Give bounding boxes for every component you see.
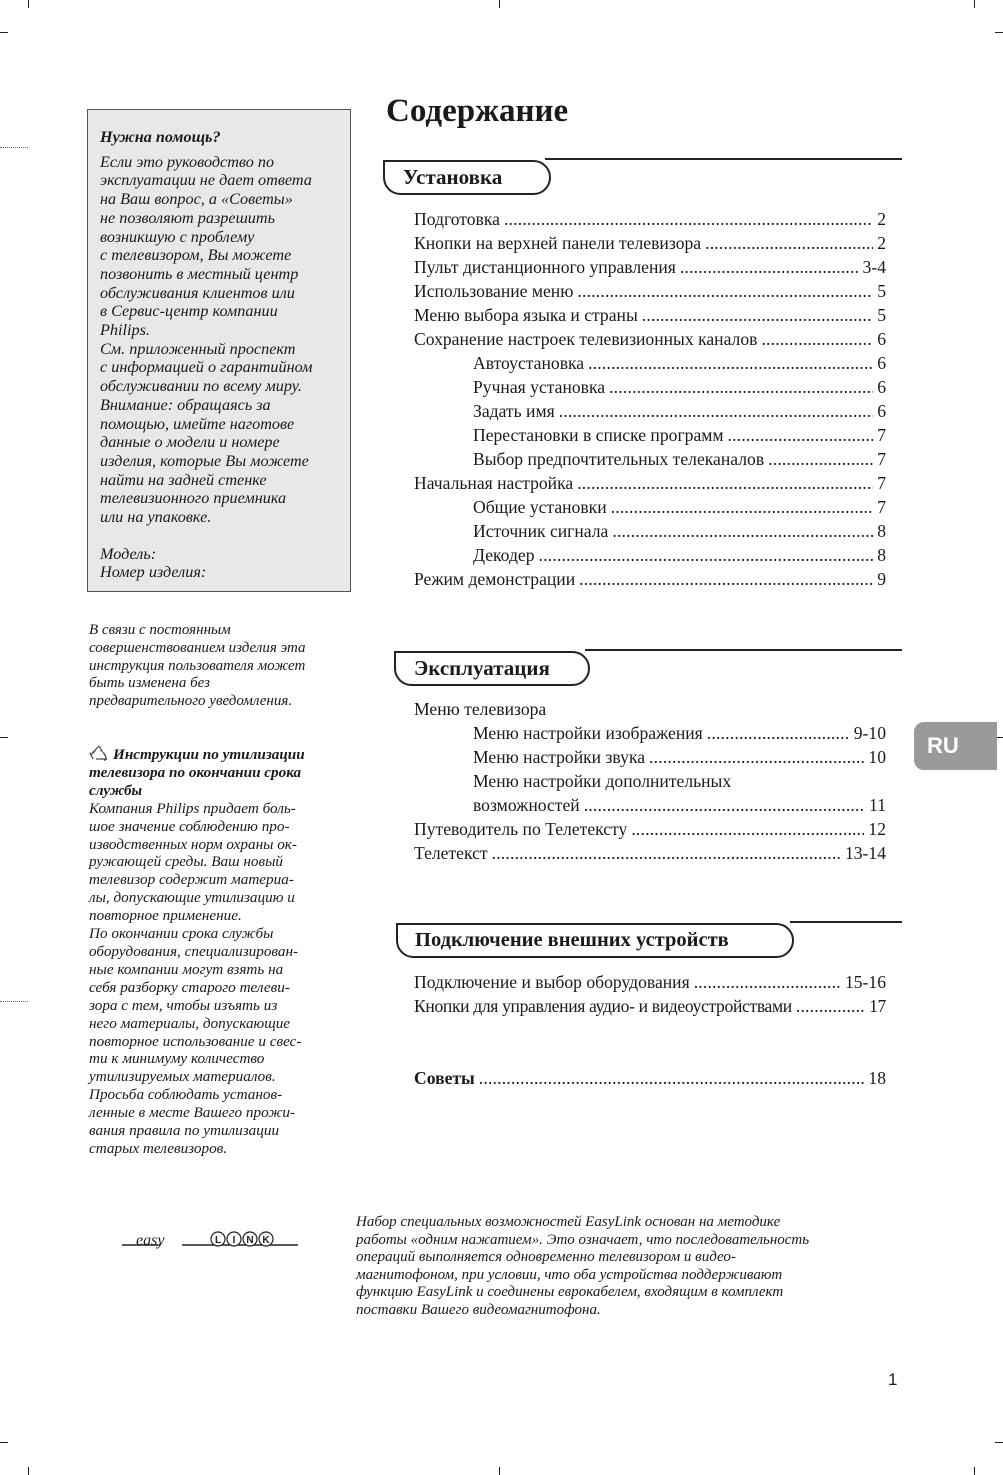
easylink-description (356, 1214, 896, 1319)
section-heading-connect: Подключение внешних устройств (396, 923, 794, 958)
section-rule (545, 158, 902, 160)
section-heading-install: Установка (383, 160, 551, 195)
crop-mark (995, 32, 1003, 33)
easylink-line: функцию EasyLink и соединены еврокабелем, входящим в комплект (356, 1284, 784, 1300)
easylink-line: операций выполняется одновременно телевизором и видео- (356, 1249, 736, 1265)
toc-entry[interactable]: Ручная установка ..... 6 (414, 375, 886, 399)
toc-entry[interactable]: Меню настройки изображения ..... 9-10 (414, 721, 886, 745)
crop-mark (974, 0, 975, 8)
toc-entry[interactable]: Пульт дистанционного управления ..... 3-4 (414, 255, 886, 279)
recycling-line: По окончании срока службы (89, 925, 274, 943)
toc-entry[interactable]: Телетекст ..... 13-14 (414, 841, 886, 865)
toc-entry[interactable]: Использование меню ..... 5 (414, 279, 886, 303)
help-line: не позволяют разрешить (100, 208, 275, 227)
crop-mark (28, 1467, 29, 1475)
recycling-title-line: телевизора по окончании срока (89, 763, 302, 781)
crop-mark (0, 737, 8, 738)
help-line: Philips. (100, 321, 150, 340)
help-line: или на упаковке. (100, 508, 212, 527)
recycling-line: оборудования, специализирован- (89, 942, 299, 960)
recycling-line: ружающей среды. Ваш новый (89, 853, 283, 871)
language-tab: RU (914, 722, 997, 770)
recycling-line: повторное использование и свес- (89, 1032, 302, 1050)
toc-entry[interactable]: Выбор предпочтительных телеканалов ..... 7 (414, 447, 886, 471)
help-heading: Нужна помощь? (100, 128, 221, 146)
recycling-line: Просьба соблюдать установ- (89, 1086, 283, 1104)
toc-entry-tips[interactable]: Советы ..... 18 (414, 1066, 886, 1090)
recycling-title-line: службы (89, 781, 143, 799)
toc-connect (414, 970, 886, 1018)
help-line: найти на задней стенке (100, 470, 267, 489)
toc-entry[interactable]: Источник сигнала ..... 8 (414, 519, 886, 543)
svg-text:L: L (214, 1235, 222, 1246)
help-line: Если это руководство по (100, 152, 275, 171)
recycling-line: телевизор содержит материа- (89, 871, 294, 889)
section-rule (790, 921, 902, 923)
toc-entry[interactable]: Кнопки для управления аудио- и видеоустройствами ..... 17 (414, 994, 886, 1018)
toc-install (414, 207, 886, 591)
crop-mark (0, 32, 8, 33)
crop-mark (499, 0, 500, 8)
crop-mark (28, 0, 29, 8)
notice-line: совершенствованием изделия эта (89, 639, 306, 656)
change-notice (89, 622, 354, 711)
toc-entry[interactable]: Декодер ..... 8 (414, 543, 886, 567)
easylink-script: easy (136, 1232, 165, 1249)
svg-text:I: I (232, 1235, 236, 1246)
svg-text:K: K (262, 1235, 270, 1246)
model-label: Модель: (100, 544, 157, 563)
easylink-line: Набор специальных возможностей EasyLink основан на методике (356, 1214, 781, 1230)
crop-mark (995, 1442, 1003, 1443)
toc-tips (414, 1066, 886, 1090)
help-line: обслуживания клиентов или (100, 283, 295, 302)
svg-text:N: N (246, 1235, 254, 1246)
help-line: обслуживании по всему миру. (100, 377, 302, 396)
toc-entry[interactable]: Общие установки ..... 7 (414, 495, 886, 519)
recycling-line: зора с тем, чтобы изъять из (89, 996, 278, 1014)
recycling-line: повторное применение. (89, 907, 242, 925)
toc-entry[interactable]: Меню настройки дополнительных (473, 771, 732, 791)
recycling-line: вания правила по утилизации (89, 1122, 280, 1140)
recycling-line: изводственных норм охраны ок- (89, 835, 297, 853)
help-line: изделия, которые Вы можете (100, 451, 309, 470)
recycling-line: ные компании могут взять на (89, 960, 284, 978)
help-line: помощью, имейте наготове (100, 414, 295, 433)
help-text (100, 153, 340, 527)
help-line: эксплуатации не дает ответа (100, 171, 312, 190)
recycling-line: себя разборку старого телеви- (89, 978, 290, 996)
help-line: телевизионного приемника (100, 489, 287, 508)
help-line: данные о модели и номере (100, 433, 280, 452)
dotted-margin-line (0, 147, 28, 149)
toc-entry[interactable]: Кнопки на верхней панели телевизора ..... 2 (414, 231, 886, 255)
help-line: Внимание: обращаясь за (100, 395, 271, 414)
recycling-line: Компания Philips придает боль- (89, 799, 296, 817)
recycling-line: ти к минимуму количество (89, 1050, 265, 1068)
easylink-line: работы «одним нажатием». Это означает, что последовательность (356, 1231, 810, 1248)
notice-line: быть изменена без (89, 675, 210, 692)
toc-entry[interactable]: Сохранение настроек телевизионных каналов ..... 6 (414, 327, 886, 351)
help-line: возникшую с проблему (100, 227, 255, 246)
page-title: Содержание (386, 93, 569, 129)
toc-entry[interactable]: Меню телевизора (414, 699, 547, 719)
notice-line: В связи с постоянным (89, 622, 231, 638)
section-heading-operation: Эксплуатация (394, 651, 590, 686)
crop-mark (974, 1467, 975, 1475)
easylink-line: поставки Вашего видеомагнитофона. (356, 1301, 601, 1318)
recycling-title (89, 744, 354, 800)
toc-entry[interactable]: Режим демонстрации ..... 9 (414, 567, 886, 591)
notice-line: предварительного уведомления. (89, 693, 293, 710)
recycling-line: него материалы, допускающие (89, 1014, 291, 1032)
help-line: с информацией о гарантийном (100, 358, 313, 377)
recycling-line: лы, допускающие утилизацию и (89, 889, 295, 907)
recycling-line: шое значение соблюдению про- (89, 817, 290, 835)
toc-entry[interactable]: Начальная настройка ..... 7 (414, 471, 886, 495)
section-rule (585, 649, 902, 651)
toc-entry[interactable]: возможностей ..... 11 (414, 793, 886, 817)
help-line: позвонить в местный центр (100, 264, 299, 283)
recycling-title-line: Инструкции по утилизации (113, 746, 305, 763)
toc-entry[interactable]: Перестановки в списке программ ..... 7 (414, 423, 886, 447)
recycling-line: старых телевизоров. (89, 1139, 228, 1157)
help-line: на Ваш вопрос, а «Советы» (100, 190, 293, 209)
help-line: в Сервис-центр компании (100, 302, 278, 321)
recycling-line: ленные в месте Вашего прожи- (89, 1104, 296, 1122)
toc-entry[interactable]: Меню выбора языка и страны ..... 5 (414, 303, 886, 327)
crop-mark (0, 1442, 8, 1443)
easylink-logo (122, 1226, 298, 1256)
recycle-icon (89, 744, 109, 762)
toc-entry[interactable]: Меню настройки звука ..... 10 (414, 745, 886, 769)
product-number-label: Номер изделия: (100, 563, 207, 582)
help-line: с телевизором, Вы можете (100, 246, 292, 265)
toc-operation (414, 697, 886, 865)
toc-entry[interactable]: Подключение и выбор оборудования ..... 15-16 (414, 970, 886, 994)
toc-entry[interactable]: Подготовка ..... 2 (414, 207, 886, 231)
easylink-line: магнитофоном, при условии, что оба устройства поддерживают (356, 1266, 783, 1283)
help-line: См. приложенный проспект (100, 339, 296, 358)
toc-entry[interactable]: Задать имя ..... 6 (414, 399, 886, 423)
toc-entry[interactable]: Автоустановка ..... 6 (414, 351, 886, 375)
recycling-section (89, 744, 354, 1158)
recycling-line: утилизируемых материалов. (89, 1068, 276, 1086)
page-number: 1 (888, 1370, 898, 1389)
crop-mark (499, 1467, 500, 1475)
toc-entry[interactable]: Путеводитель по Телетексту ..... 12 (414, 817, 886, 841)
help-box (87, 109, 351, 592)
notice-line: инструкция пользователя может (89, 657, 306, 674)
dotted-margin-line (0, 1001, 28, 1003)
